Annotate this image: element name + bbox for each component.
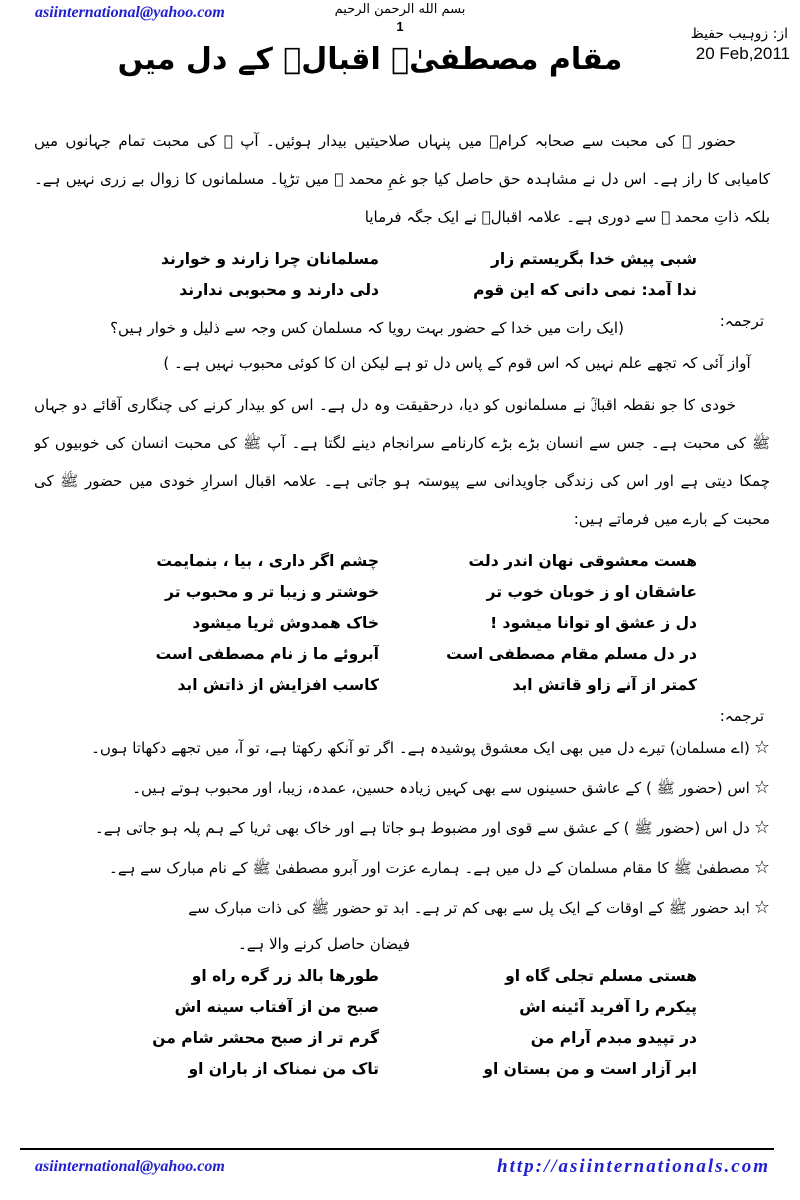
couplet-line (34, 645, 770, 663)
couplet-line (34, 1060, 770, 1078)
hemistich-second: آبروئے ما ز نام مصطفی است (155, 645, 379, 663)
couplet-line (34, 250, 770, 268)
bullet-text: (اے مسلمان) تیرے دل میں بھی ایک معشوق پوشیدہ ہے۔ اگر تو آنکھ رکھتا ہے، تو آ، میں تجھے دکھاتا ہوں۔ (91, 739, 750, 757)
hemistich-first: پیکرم را آفرید آئینه اش (519, 998, 697, 1016)
bullet-text: مصطفیٰ ﷺ کا مقام مسلمان کے دل میں ہے۔ ہمارے عزت اور آبرو مصطفیٰ ﷺ کے نام مبارک سے ہے۔ (109, 859, 750, 877)
page-number: 1 (396, 19, 404, 34)
hemistich-first: در تپیدو مبدم آرام من (530, 1029, 697, 1047)
translation-1 (34, 312, 770, 346)
couplet-line (34, 552, 770, 570)
bullet-text: دل اس (حضور ﷺ ) کے عشق سے قوی اور مضبوط ہو جاتا ہے اور خاک بھی ثریا کے ہم پلہ ہو جاتی ہے۔ (94, 819, 750, 837)
bullet-text: اس (حضور ﷺ ) کے عاشق حسینوں سے بھی کہیں زیادہ حسین، عمدہ، زیبا، اور محبوب ہوتے ہیں۔ (132, 779, 750, 797)
star-bullet-icon: ☆ (753, 777, 770, 798)
hemistich-second: صبح من از آفتاب سینه اش (174, 998, 379, 1016)
translation-bullet (34, 855, 770, 881)
hemistich-first: هست معشوقی نهان اندر دلت (468, 552, 697, 570)
star-bullet-icon: ☆ (753, 857, 770, 878)
hemistich-second: طورها بالد زر گره راه او (191, 967, 379, 985)
translation-bullet (34, 775, 770, 801)
couplet-line (34, 998, 770, 1016)
translation-bullet (34, 895, 770, 921)
bismillah-text: بسم الله الرحمن الرحيم (334, 2, 466, 17)
hemistich-second: خاک همدوش ثریا میشود (192, 614, 379, 632)
email-link-top[interactable]: asiinternational@yahoo.com (35, 4, 225, 21)
bullet-text: ابد حضور ﷺ کے اوقات کے ایک پل سے بھی کم تر ہے۔ ابد تو حضور ﷺ کی ذات مبارک سے (188, 899, 750, 917)
hemistich-second: خوشتر و زیبا تر و محبوب تر (165, 583, 379, 601)
star-bullet-icon: ☆ (753, 897, 770, 918)
hemistich-first: ابر آزار است و من بستان او (483, 1060, 697, 1078)
couplet-1 (34, 250, 770, 299)
paragraph-2: خودی کا جو نقطہ اقبالؒ نے مسلمانوں کو دیا، درحقیقت وہ دل ہے۔ اس کو بیدار کرنے کی چنگاری آقائے دو جہاں ﷺ کی محبت ہے۔ جس سے انسان بڑے بڑے کارنامے سرانجام دینے لگتا ہے۔ آپ ﷺ کی محبت انسان کی خوبیوں کو چمکا دیتی ہے اور اس کی زندگی جاویدانی سے پیوستہ ہو جاتی ہے۔ علامہ اقبال اسرارِ خودی میں حضور ﷺ کی محبت کے بارے میں فرماتے ہیں: (34, 396, 770, 528)
translation-line-1: (ایک رات میں خدا کے حضور بہت رویا کہ مسلمان کس وجہ سے ذلیل و خوار ہیں؟ (110, 319, 624, 337)
hemistich-second: چشم اگر داری ، بیا ، بنمایمت (156, 552, 379, 570)
footer-divider (20, 1148, 774, 1150)
star-bullet-icon: ☆ (753, 817, 770, 838)
author-byline: از: زوہیب حفیظ (690, 26, 788, 42)
document-body (34, 122, 770, 1148)
couplet-line (34, 1029, 770, 1047)
couplet-2 (34, 552, 770, 694)
couplet-line (34, 676, 770, 694)
translation-bullet (34, 735, 770, 761)
couplet-3 (34, 967, 770, 1078)
translation-2-label: ترجمہ: (719, 707, 764, 725)
document-date: 20 Feb,2011 (695, 44, 790, 63)
couplet-line (34, 614, 770, 632)
email-link-bottom[interactable]: asiinternational@yahoo.com (35, 1158, 225, 1175)
page-title: مقام مصطفیٰؐ اقبالؒ کے دل میں (117, 42, 623, 77)
hemistich-first: در دل مسلم مقام مصطفی است (446, 645, 697, 663)
hemistich-second: مسلمانان چرا زارند و خوارند (161, 250, 379, 268)
hemistich-second: گرم تر از صبح محشر شام من (152, 1029, 379, 1047)
couplet-line (34, 281, 770, 299)
paragraph-1: حضور ﷺ کی محبت سے صحابہ کرامؓ میں پنہاں صلاحیتیں بیدار ہوئیں۔ آپ ﷺ کی محبت تمام جہانوں میں کامیابی کا راز ہے۔ اس دل نے مشاہدہ حق حاصل کیا جو غمِ محمد ﷺ میں تڑپا۔ مسلمانوں کا زوال بے زری نہیں ہے۔ بلکہ ذاتِ محمد ﷺ سے دوری ہے۔ علامہ اقبالؒ نے ایک جگہ فرمایا (34, 132, 770, 226)
hemistich-first: عاشقان او ز خوبان خوب تر (486, 583, 697, 601)
translation-label: ترجمہ: (719, 312, 764, 330)
website-link[interactable]: http://asiinternationals.com (497, 1156, 770, 1177)
bullet-continuation: فیضان حاصل کرنے والا ہے۔ (237, 935, 410, 953)
hemistich-second: کاسب افزایش از ذاتش ابد (177, 676, 379, 694)
hemistich-second: تاک من نمناک از باران او (188, 1060, 379, 1078)
hemistich-second: دلی دارند و محبوبی ندارند (179, 281, 379, 299)
couplet-line (34, 583, 770, 601)
hemistich-first: دل ز عشق او توانا میشود ! (490, 614, 697, 632)
couplet-line (34, 967, 770, 985)
translation-bullet (34, 815, 770, 841)
hemistich-first: ندا آمد: نمی دانی که این قوم (473, 281, 697, 299)
hemistich-first: هستی مسلم تجلی گاه او (505, 967, 697, 985)
hemistich-first: کمتر از آنے زاو قاتش ابد (512, 676, 697, 694)
star-bullet-icon: ☆ (753, 737, 770, 758)
translation-line-2: آواز آئی کہ تجھے علم نہیں کہ اس قوم کے پاس دل تو ہے لیکن ان کا کوئی محبوب نہیں ہے۔ ) (163, 354, 751, 372)
hemistich-first: شبی پیش خدا بگریستم زار (490, 250, 697, 268)
